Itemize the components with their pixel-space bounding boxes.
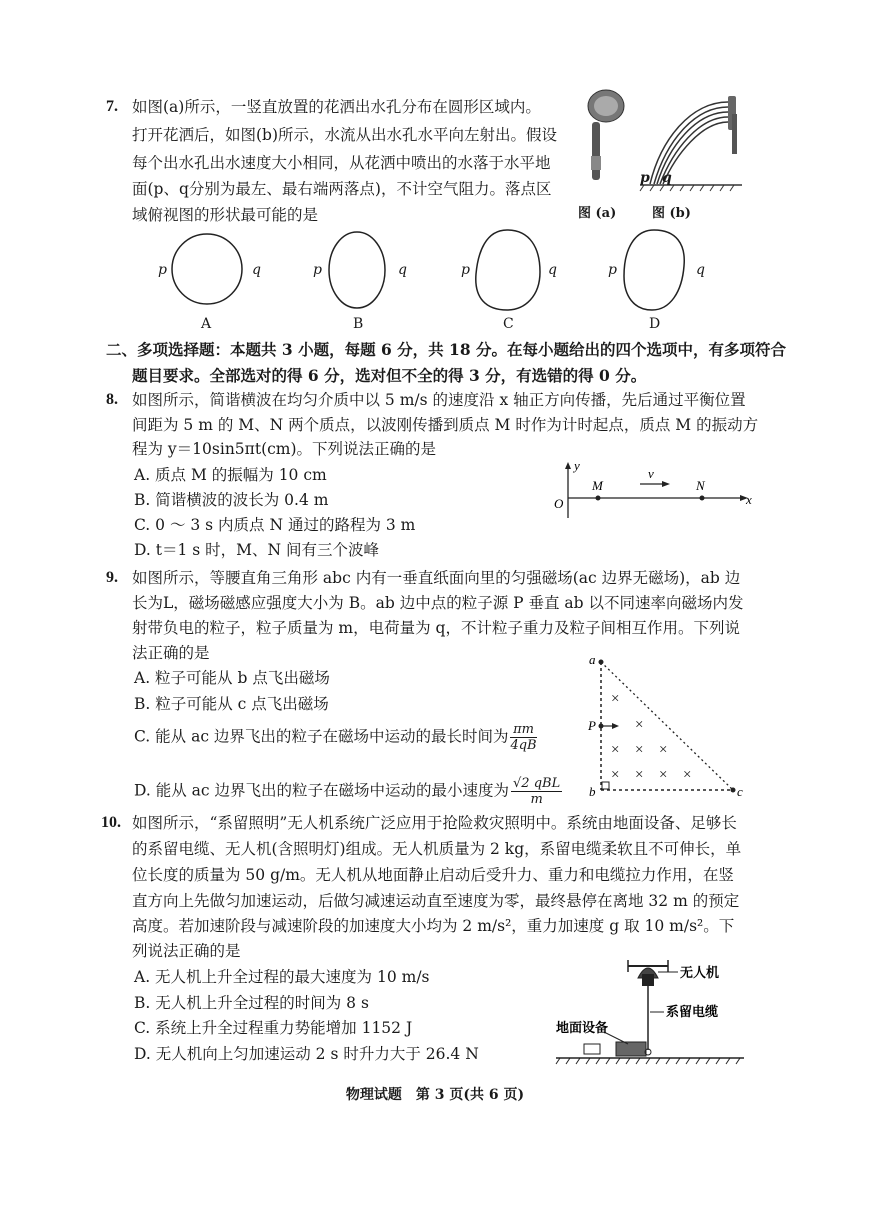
q9-cross: × — [635, 742, 644, 758]
q7-fig-b-label: 图 (b) — [652, 206, 691, 221]
q7-option-b-letter: B — [353, 316, 364, 332]
q8-option-c: C. 0 ～ 3 s 内质点 N 通过的路程为 3 m — [134, 516, 416, 534]
q8-fig-o: O — [554, 496, 564, 511]
q8-option-a: A. 质点 M 的振幅为 10 cm — [134, 466, 327, 484]
q7-option-a-p: p — [158, 262, 167, 278]
q9-option-c-numerator: πm — [510, 722, 536, 738]
q10-option-c: C. 系统上升全过程重力势能增加 1152 J — [134, 1019, 413, 1037]
q9-option-d-numerator: √2 qBL — [513, 776, 561, 791]
q9-option-c — [134, 722, 537, 753]
q9-cross: × — [611, 691, 620, 707]
q7-figure-b — [636, 84, 746, 196]
q9-fig-p: P — [588, 718, 596, 733]
q9-line-3: 射带负电的粒子，粒子质量为 m，电荷量为 q，不计粒子重力及粒子间相互作用。下列说 — [132, 619, 740, 637]
q7-option-c-letter: C — [503, 316, 514, 332]
q8-fig-y: y — [574, 460, 580, 473]
q7-option-b-shape — [326, 228, 388, 314]
q7-figure-a — [578, 84, 638, 194]
q8-fig-x: x — [746, 492, 752, 507]
q7-option-d-letter: D — [649, 316, 661, 332]
q9-line-4: 法正确的是 — [132, 644, 210, 662]
q9-fig-b: b — [589, 784, 596, 798]
q9-option-c-denominator: 4qB — [510, 738, 537, 753]
q7-option-c-q: q — [548, 262, 557, 278]
q10-option-b: B. 无人机上升全过程的时间为 8 s — [134, 994, 369, 1012]
q7-line-5: 域俯视图的形状最可能的是 — [132, 206, 319, 224]
q9-number: 9. — [106, 569, 118, 586]
q8-option-d: D. t＝1 s 时，M、N 间有三个波峰 — [134, 541, 379, 559]
q7-fig-p: p — [640, 170, 650, 186]
q7-line-3: 每个出水孔出水速度大小相同，从花洒中喷出的水落于水平地 — [132, 154, 551, 172]
q9-option-c-text: C. 能从 ac 边界飞出的粒子在磁场中运动的最长时间为 — [134, 727, 509, 746]
q10-drone-figure — [548, 952, 754, 1072]
q9-cross: × — [659, 767, 668, 783]
page-footer: 物理试题 第 3 页(共 6 页) — [345, 1087, 525, 1103]
q7-fig-a-label: 图 (a) — [578, 206, 617, 221]
q9-cross: × — [611, 767, 620, 783]
q9-fig-c: c — [737, 784, 743, 798]
q7-option-a-q: q — [252, 262, 261, 278]
q7-line-2: 打开花洒后，如图(b)所示，水流从出水孔水平向左射出。假设 — [132, 126, 558, 144]
q8-fig-v: v — [648, 466, 654, 481]
q7-line-4: 面(p、q分别为最左、最右端两落点)，不计空气阻力。落点区 — [132, 180, 552, 198]
q9-cross: × — [683, 767, 692, 783]
q10-option-d: D. 无人机向上匀加速运动 2 s 时升力大于 26.4 N — [134, 1045, 479, 1063]
q10-line-5: 高度。若加速阶段与减速阶段的加速度大小均为 2 m/s²，重力加速度 g 取 10 m/s²。下 — [132, 917, 735, 935]
section2-line-1: 二、多项选择题：本题共 3 小题，每题 6 分，共 18 分。在每小题给出的四个选项中，有多项符合 — [106, 340, 787, 359]
q9-line-2: 长为L，磁场磁感应强度大小为 B。ab 边中点的粒子源 P 垂直 ab 以不同速率向磁场内发 — [132, 594, 744, 612]
q9-option-d-text: D. 能从 ac 边界飞出的粒子在磁场中运动的最小速度为 — [134, 781, 510, 800]
q7-option-d-shape — [618, 226, 692, 314]
q10-line-1: 如图所示，“系留照明”无人机系统广泛应用于抢险救灾照明中。系统由地面设备、足够长 — [132, 814, 737, 832]
q9-cross: × — [659, 742, 668, 758]
q9-option-c-fraction — [510, 722, 536, 753]
q7-number: 7. — [106, 98, 118, 115]
q9-option-d — [134, 776, 562, 807]
q9-option-a: A. 粒子可能从 b 点飞出磁场 — [134, 669, 330, 687]
q10-number: 10. — [101, 814, 121, 831]
q9-fig-a: a — [589, 652, 596, 667]
q8-line-3: 程为 y＝10sin5πt(cm)。下列说法正确的是 — [132, 440, 437, 458]
q8-line-2: 间距为 5 m 的 M、N 两个质点，以波刚传播到质点 M 时作为计时起点，质点 M 的振动方 — [132, 416, 759, 434]
q10-line-4: 直方向上先做匀加速运动，后做匀减速运动直至速度为零，最终悬停在离地 32 m 的预定 — [132, 892, 740, 910]
q9-option-d-denominator: m — [530, 792, 543, 807]
q7-fig-q: q — [662, 170, 672, 186]
q10-fig-drone-label: 无人机 — [680, 965, 720, 980]
q8-wave-figure — [548, 460, 758, 522]
q9-cross: × — [635, 717, 644, 733]
q10-option-a: A. 无人机上升全过程的最大速度为 10 m/s — [134, 968, 430, 986]
q9-triangle-figure — [585, 650, 755, 798]
section2-line-2: 题目要求。全部选对的得 6 分，选对但不全的得 3 分，有选错的得 0 分。 — [132, 366, 647, 385]
q9-cross: × — [635, 767, 644, 783]
q7-option-d-q: q — [696, 262, 705, 278]
q7-option-a-shape — [170, 230, 244, 310]
q9-line-1: 如图所示，等腰直角三角形 abc 内有一垂直纸面向里的匀强磁场(ac 边界无磁场)，ab 边 — [132, 569, 741, 587]
q10-line-3: 位长度的质量为 50 g/m。无人机从地面静止启动后受升力、重力和电缆拉力作用，在竖 — [132, 866, 734, 884]
q7-option-a-letter: A — [201, 316, 212, 332]
q8-number: 8. — [106, 391, 118, 408]
q9-option-d-fraction — [511, 776, 562, 807]
q10-fig-cable-label: 系留电缆 — [666, 1004, 719, 1019]
q7-option-c-p: p — [461, 262, 470, 278]
q10-line-6: 列说法正确的是 — [132, 942, 241, 960]
q10-fig-ground-label: 地面设备 — [556, 1020, 609, 1035]
q8-fig-n: N — [696, 478, 705, 493]
q7-option-d-p: p — [608, 262, 617, 278]
q7-option-b-p: p — [313, 262, 322, 278]
q7-option-c-shape — [470, 226, 544, 314]
q8-option-b: B. 简谐横波的波长为 0.4 m — [134, 491, 329, 509]
q9-cross: × — [611, 742, 620, 758]
q8-fig-m: M — [592, 478, 603, 493]
q9-option-b: B. 粒子可能从 c 点飞出磁场 — [134, 695, 329, 713]
q10-line-2: 的系留电缆、无人机(含照明灯)组成。无人机质量为 2 kg，系留电缆柔软且不可伸长，单 — [132, 840, 742, 858]
q7-line-1: 如图(a)所示，一竖直放置的花洒出水孔分布在圆形区域内。 — [132, 98, 541, 116]
q7-option-b-q: q — [398, 262, 407, 278]
q8-line-1: 如图所示，简谐横波在均匀介质中以 5 m/s 的速度沿 x 轴正方向传播，先后通过平衡位置 — [132, 391, 746, 409]
